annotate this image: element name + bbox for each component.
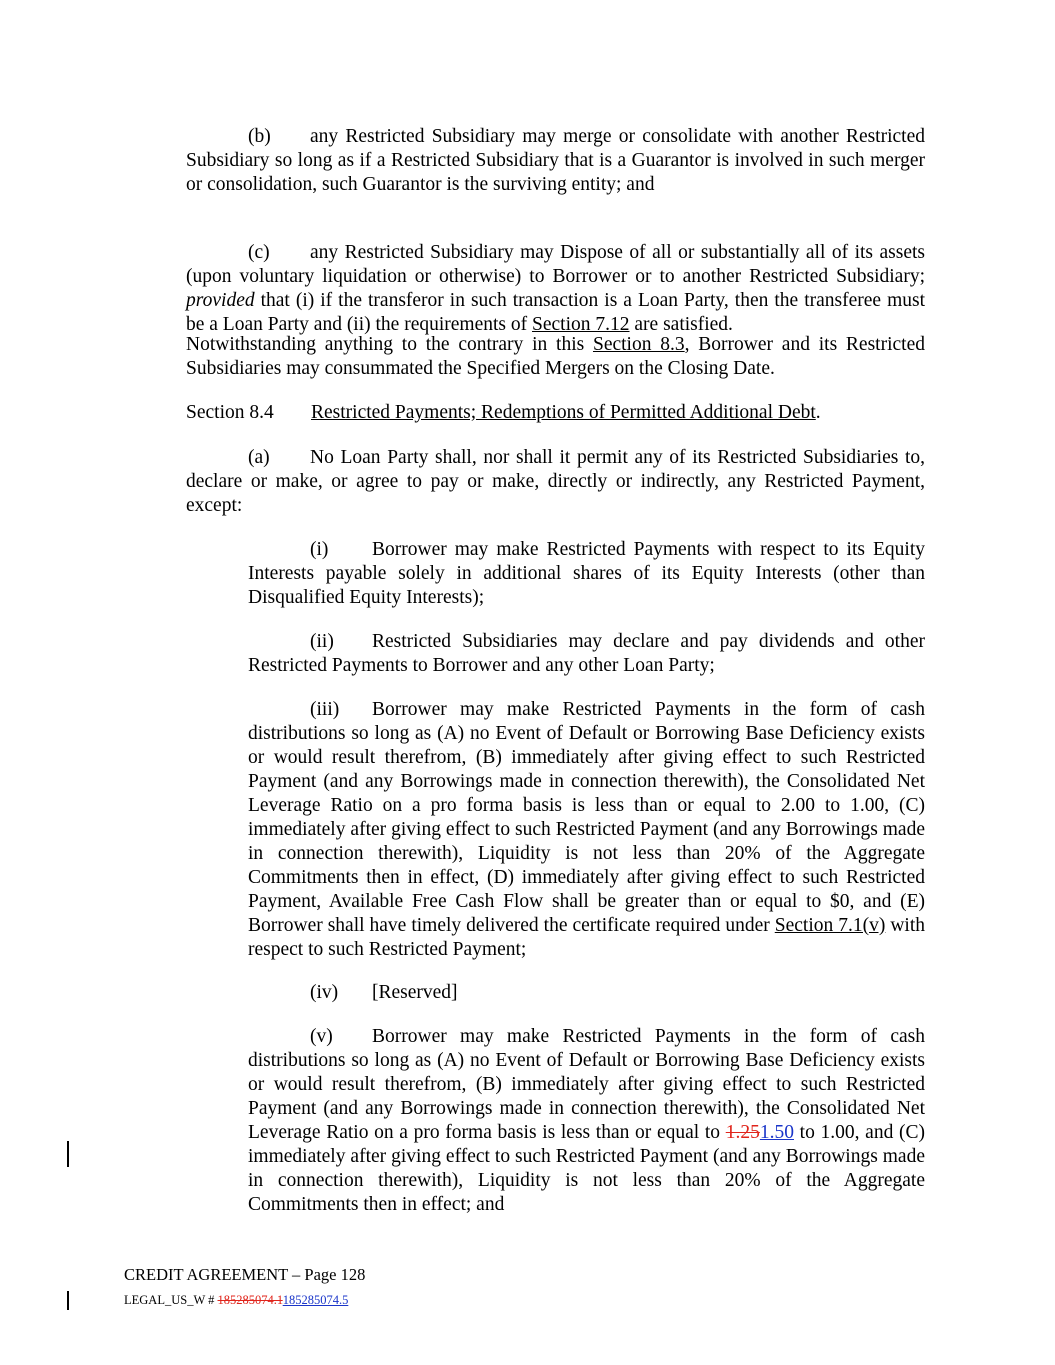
clause-v [248, 1025, 925, 1217]
clause-marker: (iii) [310, 699, 340, 720]
clause-text: [Reserved] [372, 982, 458, 1003]
paragraph-text: Notwithstanding anything to the contrary in this [186, 334, 593, 355]
clause-iii [248, 698, 925, 962]
paragraph-text: that (i) if the transferor in such transaction is a Loan Party, then the transferee must be a Loan Party and (ii) the requirements of [186, 290, 925, 335]
clause-text-end: with respect to such Restricted Payment; [248, 915, 925, 960]
paragraph-c [186, 241, 925, 337]
footer-page-label: CREDIT AGREEMENT – Page 128 [124, 1265, 366, 1284]
clause-ii [248, 630, 925, 678]
clause-i [248, 538, 925, 610]
clause-text: Borrower may make Restricted Payments in the form of cash distributions so long as (A) no Event of Default or Borrowing Base Deficiency exists or would result therefrom, (B) immediately after giving effect to such Restricted Payment (and any Borrowings made in connection therewith), the Consolidated Net Leverage Ratio on a pro forma basis is less than or equal to 2.00 to 1.00, (C) immediately after giving effect to such Restricted Payment (and any Borrowings made in connection therewith), Liquidity is not less than 20% of the Aggregate Commitments then in effect, (D) immediately after giving effect to such Restricted Payment, Available Free Cash Flow shall be greater than or equal to $0, and (E) Borrower shall have timely delivered the certificate required under [248, 699, 925, 936]
paragraph-marker: (c) [248, 242, 270, 263]
section-reference: Section 7.12 [532, 314, 630, 335]
paragraph-text: any Restricted Subsidiary may merge or consolidate with another Restricted Subsidiary so long as if a Restricted Subsidiary that is a Guarantor is involved in such merger or consolidation, such Guarantor is the surviving entity; and [186, 126, 925, 195]
section-reference: Section 8.3 [592, 334, 685, 355]
provided-term: provided [186, 290, 255, 311]
paragraph-text: are satisfied. [629, 314, 733, 335]
deleted-doc-number: 185285074.1 [217, 1293, 283, 1307]
inserted-text: 1.50 [759, 1122, 794, 1143]
clause-text: Borrower may make Restricted Payments with respect to its Equity Interests payable solely in additional shares of its Equity Interests (other than Disqualified Equity Interests); [248, 539, 925, 608]
section-number: Section 8.4 [186, 402, 274, 423]
clause-text: to 1.00, and (C) immediately after giving effect to such Restricted Payment (and any Borrowings made in connection therewith), Liquidity is not less than 20% of the Aggregate Commitments then in effect; and [248, 1122, 925, 1215]
section-title-period: . [815, 402, 821, 423]
paragraph-text: No Loan Party shall, nor shall it permit any of its Restricted Subsidiaries to, declare or make, or agree to pay or make, directly or indirectly, any Restricted Payment, except: [186, 447, 925, 516]
inserted-doc-number: 185285074.5 [282, 1293, 349, 1307]
clause-text: Borrower may make Restricted Payments in the form of cash distributions so long as (A) no Event of Default or Borrowing Base Deficiency exists or would result therefrom, (B) immediately after giving effect to such Restricted Payment (and any Borrowings made in connection therewith), the Consolidated Net Leverage Ratio on a pro forma basis is less than or equal to [248, 1026, 925, 1143]
clause-marker: (iv) [310, 982, 339, 1003]
paragraph-marker: (a) [248, 447, 270, 468]
paragraph-text: , Borrower and its Restricted Subsidiaries may consummated the Specified Mergers on the Closing Date. [186, 334, 925, 379]
change-bar [67, 1141, 69, 1167]
change-bar [67, 1291, 69, 1310]
deleted-text: 1.25 [725, 1122, 760, 1143]
footer-doc-number [124, 1292, 348, 1308]
clause-marker: (i) [310, 539, 329, 560]
clause-iv [248, 981, 925, 1005]
clause-marker: (ii) [310, 631, 334, 652]
paragraph-marker: (b) [248, 126, 271, 147]
clause-text: Restricted Subsidiaries may declare and pay dividends and other Restricted Payments to Borrower and any other Loan Party; [248, 631, 925, 676]
doc-number-prefix: LEGAL_US_W # [124, 1293, 218, 1307]
section-heading [186, 401, 925, 425]
section-reference: Section 7.1(v) [774, 915, 886, 936]
section-title: Restricted Payments; Redemptions of Permitted Additional Debt [311, 402, 816, 423]
clause-marker: (v) [310, 1026, 333, 1047]
paragraph-a [186, 446, 925, 518]
paragraph-b [186, 125, 925, 197]
paragraph-text: any Restricted Subsidiary may Dispose of all or substantially all of its assets (upon voluntary liquidation or otherwise) to Borrower or to another Restricted Subsidiary; [186, 242, 925, 287]
notwithstanding-paragraph [186, 333, 925, 381]
